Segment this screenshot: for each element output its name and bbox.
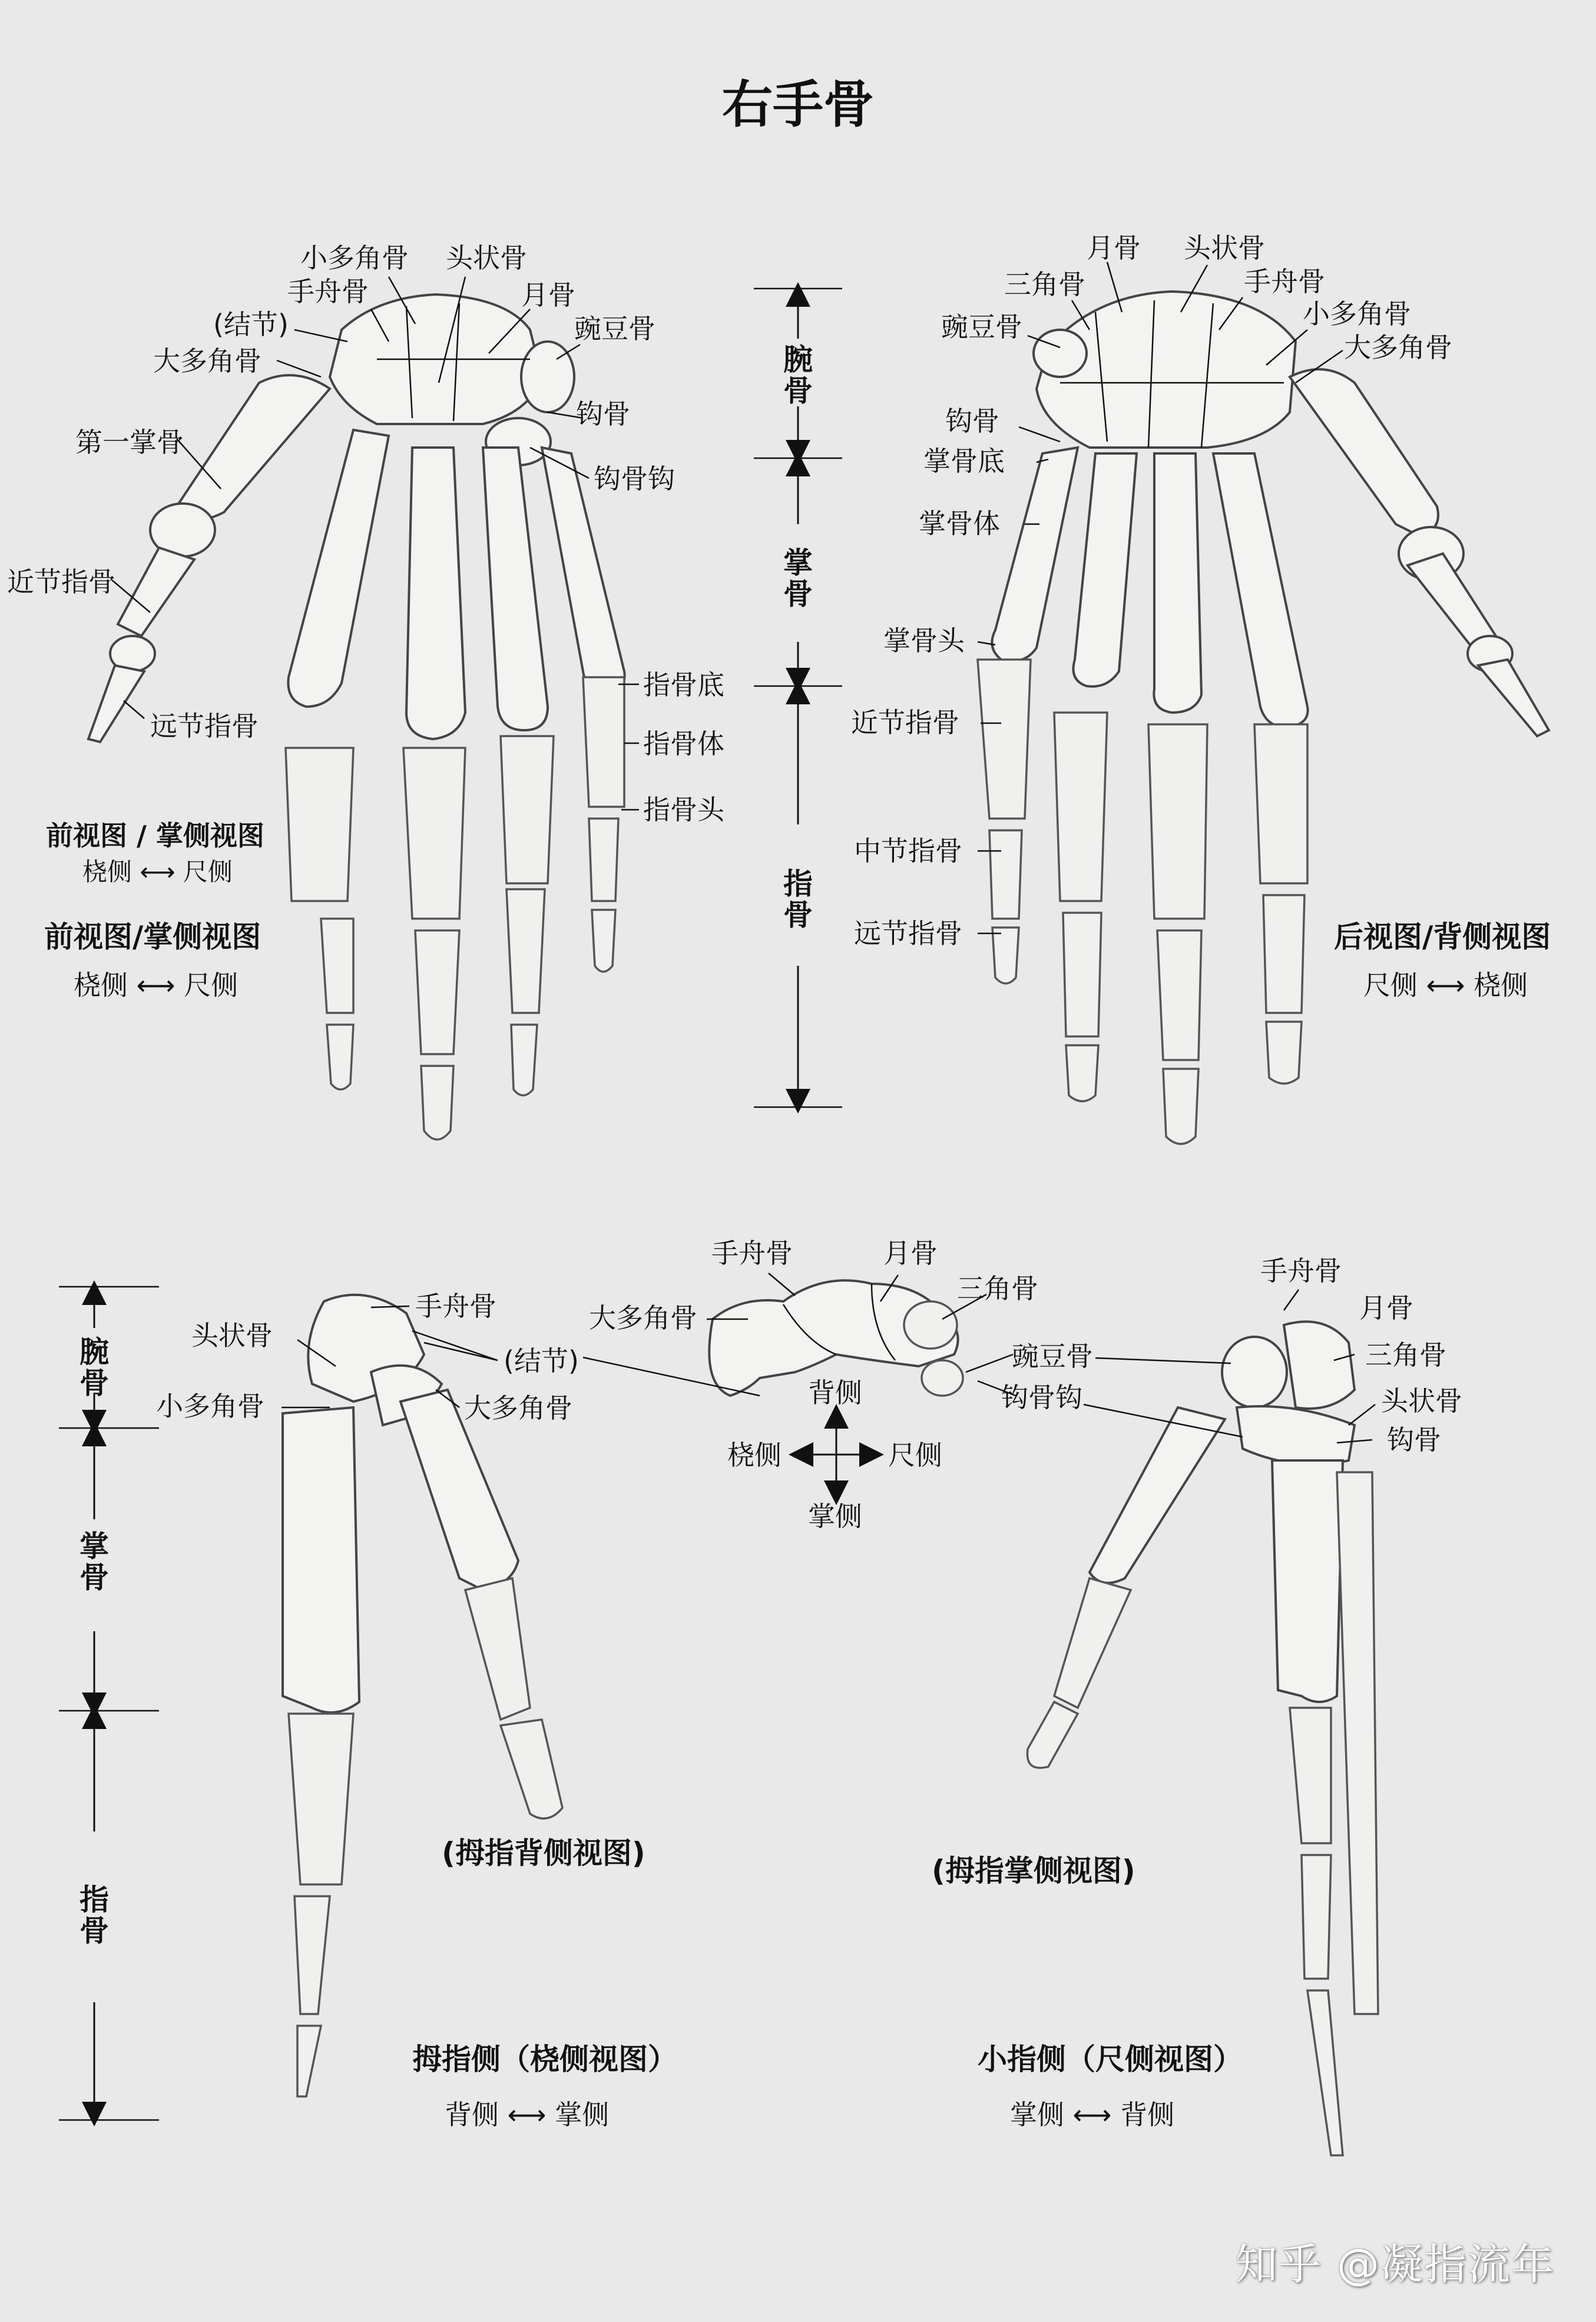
back-distal-phalanx-label: 远节指骨 — [854, 917, 962, 949]
center-scale — [754, 289, 842, 1107]
ulnar-view-caption: 小指侧（尺侧视图） — [978, 2042, 1243, 2076]
back-mc-base-label: 掌骨底 — [923, 445, 1005, 477]
left-metacarpals-label: 掌骨 — [80, 1529, 109, 1595]
front-direction: 桡侧 ⟷ 尺侧 — [74, 969, 239, 1001]
back-mc-head-label: 掌骨头 — [883, 625, 965, 657]
front-caption-small: 前视图 / 掌侧视图 — [46, 820, 264, 852]
thumb-dorsal-tubercle-label: (结节) — [504, 1345, 579, 1377]
front-caption: 前视图/掌侧视图 — [44, 920, 261, 954]
front-capitate-label: 头状骨 — [446, 242, 527, 274]
thumb-palmar-caption: (拇指掌侧视图) — [932, 1854, 1135, 1888]
compass-radial-label: 桡侧 — [727, 1439, 782, 1471]
section-triquetrum-label: 三角骨 — [957, 1273, 1038, 1304]
front-hamate-label: 钩骨 — [576, 398, 630, 430]
thumb-palmar-capitate-label: 头状骨 — [1381, 1385, 1462, 1417]
back-pisiform-label: 豌豆骨 — [941, 311, 1022, 343]
thumb-dorsal-scaphoid-label: 手舟骨 — [415, 1290, 496, 1322]
back-capitate-label: 头状骨 — [1184, 232, 1265, 264]
thumb-palmar-scaphoid-label: 手舟骨 — [1260, 1255, 1342, 1287]
center-phalanges-label: 指骨 — [783, 867, 813, 932]
thumb-palmar-triquetrum-label: 三角骨 — [1365, 1339, 1446, 1371]
front-hook-hamate-label: 钩骨钩 — [594, 463, 675, 495]
front-phalanx-head-label: 指骨头 — [643, 794, 724, 826]
front-trapezoid-label: 小多角骨 — [300, 242, 409, 274]
front-trapezium-label: 大多角骨 — [153, 345, 261, 377]
ulnar-view-hand — [1027, 1321, 1378, 2155]
compass-dorsal-label: 背侧 — [808, 1377, 862, 1409]
back-middle-phalanx-label: 中节指骨 — [854, 835, 962, 867]
thumb-palmar-hamate-label: 钩骨 — [1387, 1424, 1441, 1456]
front-lunate-label: 月骨 — [521, 279, 575, 311]
back-mc-body-label: 掌骨体 — [919, 508, 1000, 539]
radial-view-caption: 拇指侧（桡侧视图） — [412, 2042, 677, 2076]
section-pisiform-label: 豌豆骨 — [1012, 1340, 1093, 1372]
front-phalanx-body-label: 指骨体 — [643, 728, 724, 760]
back-scaphoid-label: 手舟骨 — [1244, 266, 1325, 297]
watermark: 知乎 @凝指流年 — [1235, 2240, 1555, 2289]
thumb-dorsal-trapezium-label: 大多角骨 — [464, 1392, 572, 1424]
front-phalanx-base-label: 指骨底 — [643, 669, 724, 701]
back-direction: 尺侧 ⟷ 桡侧 — [1363, 969, 1528, 1001]
radial-view-direction: 背侧 ⟷ 掌侧 — [445, 2099, 610, 2131]
back-caption: 后视图/背侧视图 — [1334, 920, 1551, 954]
section-scaphoid-label: 手舟骨 — [711, 1237, 793, 1269]
back-hamate-label: 钩骨 — [945, 405, 999, 437]
page-title: 右手骨 — [722, 75, 874, 134]
left-scale — [59, 1287, 159, 2120]
compass-ulnar-label: 尺侧 — [888, 1439, 942, 1471]
section-lunate-label: 月骨 — [883, 1237, 938, 1269]
thumb-palmar-lunate-label: 月骨 — [1359, 1292, 1413, 1324]
center-carpals-label: 腕骨 — [783, 343, 813, 408]
thumb-dorsal-trapezoid-label: 小多角骨 — [156, 1390, 264, 1422]
center-metacarpals-label: 掌骨 — [783, 546, 813, 611]
compass-palmar-label: 掌侧 — [808, 1500, 862, 1532]
thumb-dorsal-capitate-label: 头状骨 — [191, 1320, 273, 1352]
ulnar-view-direction: 掌侧 ⟷ 背侧 — [1010, 2099, 1175, 2131]
front-proximal-phalanx-label: 近节指骨 — [7, 566, 115, 598]
front-pisiform-label: 豌豆骨 — [574, 313, 655, 345]
front-first-metacarpal-label: 第一掌骨 — [75, 426, 184, 458]
front-scaphoid-label: 手舟骨 — [287, 276, 369, 307]
back-lunate-label: 月骨 — [1087, 232, 1141, 264]
front-tubercle-label: (结节) — [213, 309, 289, 340]
back-triquetrum-label: 三角骨 — [1004, 269, 1085, 300]
front-direction-small: 桡侧 ⟷ 尺侧 — [82, 857, 233, 886]
back-view-hand — [978, 292, 1549, 1144]
back-trapezoid-label: 小多角骨 — [1303, 298, 1411, 330]
thumb-dorsal-caption: (拇指背侧视图) — [442, 1836, 645, 1870]
back-trapezium-label: 大多角骨 — [1344, 332, 1452, 363]
section-trapezium-label: 大多角骨 — [589, 1302, 697, 1334]
left-phalanges-label: 指骨 — [80, 1883, 109, 1948]
section-hook-hamate-label: 钩骨钩 — [1001, 1382, 1082, 1413]
front-distal-phalanx-label: 远节指骨 — [150, 710, 259, 742]
back-proximal-phalanx-label: 近节指骨 — [851, 707, 959, 738]
left-carpals-label: 腕骨 — [80, 1335, 109, 1400]
